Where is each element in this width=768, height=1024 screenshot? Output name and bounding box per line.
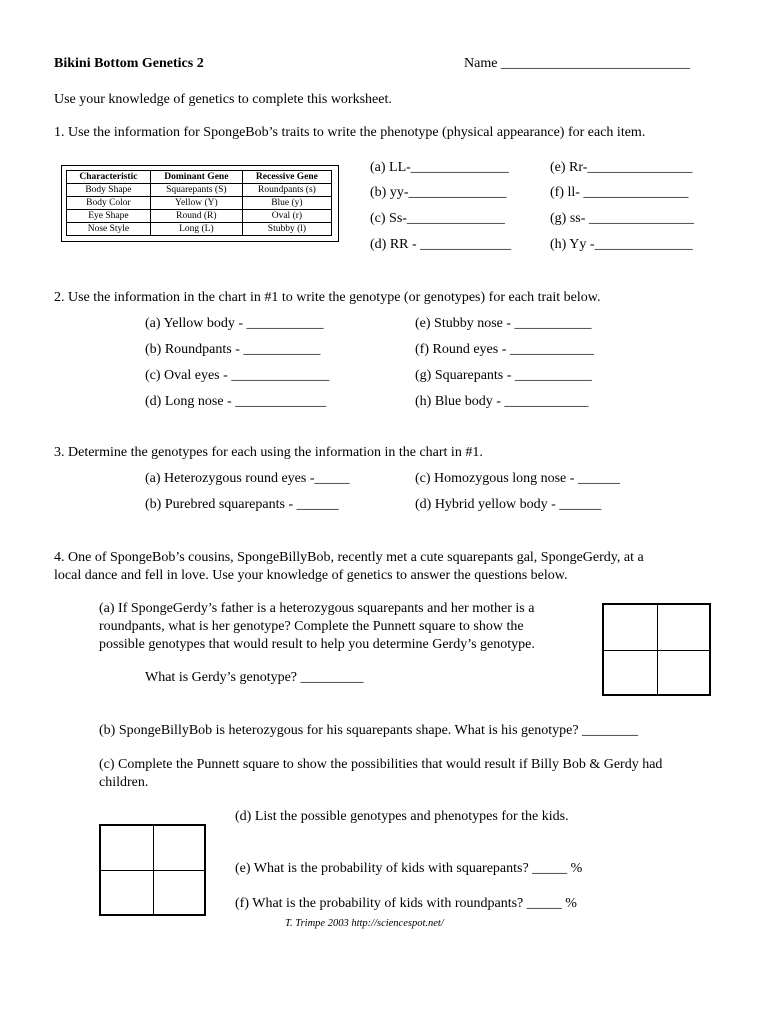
q4-prompt-line1: 4. One of SpongeBob’s cousins, SpongeBillyBob, recently met a cute squarepants gal, SpongeGerdy, at a — [54, 550, 644, 565]
q3-item-d[interactable]: (d) Hybrid yellow body - ______ — [415, 497, 602, 512]
table-cell: Squarepants (S) — [150, 184, 242, 197]
punnett-square-gerdy[interactable] — [602, 603, 711, 696]
q4d-text: (d) List the possible genotypes and phenotypes for the kids. — [235, 809, 569, 824]
q2-item-f[interactable]: (f) Round eyes - ____________ — [415, 342, 594, 357]
q1-item-d[interactable]: (d) RR - _____________ — [370, 237, 512, 252]
table-row — [67, 197, 332, 210]
q4b-text[interactable]: (b) SpongeBillyBob is heterozygous for his squarepants shape. What is his genotype? ________ — [99, 723, 639, 738]
q4c-line2: children. — [99, 775, 149, 790]
traits-table — [66, 170, 332, 236]
q1-item-g[interactable]: (g) ss- _______________ — [550, 211, 694, 226]
table-header: Dominant Gene — [150, 171, 242, 184]
q4-prompt-line2: local dance and fell in love. Use your knowledge of genetics to answer the questions below. — [54, 568, 568, 583]
q2-item-h[interactable]: (h) Blue body - ____________ — [415, 394, 589, 409]
q4a-line2: roundpants, what is her genotype? Complete the Punnett square to show the — [99, 619, 524, 634]
q4f-text[interactable]: (f) What is the probability of kids with roundpants? _____ % — [235, 896, 577, 911]
table-cell: Round (R) — [150, 210, 242, 223]
table-cell: Oval (r) — [242, 210, 331, 223]
q2-item-d[interactable]: (d) Long nose - _____________ — [145, 394, 327, 409]
q2-prompt: 2. Use the information in the chart in #1 to write the genotype (or genotypes) for each trait below. — [54, 290, 601, 305]
table-header: Recessive Gene — [242, 171, 331, 184]
q4a-genotype-question[interactable]: What is Gerdy’s genotype? _________ — [145, 670, 364, 685]
table-cell: Yellow (Y) — [150, 197, 242, 210]
q4a-line1: (a) If SpongeGerdy’s father is a heterozygous squarepants and her mother is a — [99, 601, 535, 616]
worksheet-title: Bikini Bottom Genetics 2 — [54, 56, 204, 71]
grid-divider — [101, 870, 204, 871]
q3-item-b[interactable]: (b) Purebred squarepants - ______ — [145, 497, 339, 512]
table-cell: Body Shape — [67, 184, 151, 197]
q2-item-b[interactable]: (b) Roundpants - ___________ — [145, 342, 321, 357]
q2-item-e[interactable]: (e) Stubby nose - ___________ — [415, 316, 592, 331]
q3-item-c[interactable]: (c) Homozygous long nose - ______ — [415, 471, 620, 486]
table-header: Characteristic — [67, 171, 151, 184]
table-cell: Eye Shape — [67, 210, 151, 223]
q2-item-a[interactable]: (a) Yellow body - ___________ — [145, 316, 324, 331]
q3-prompt: 3. Determine the genotypes for each using the information in the chart in #1. — [54, 445, 483, 460]
q1-prompt: 1. Use the information for SpongeBob’s traits to write the phenotype (physical appearance) for each item. — [54, 125, 646, 140]
q1-item-a[interactable]: (a) LL-______________ — [370, 160, 509, 175]
traits-table-box — [61, 165, 339, 242]
table-cell: Blue (y) — [242, 197, 331, 210]
table-cell: Stubby (l) — [242, 223, 331, 236]
intro-text: Use your knowledge of genetics to complete this worksheet. — [54, 92, 392, 107]
q1-item-b[interactable]: (b) yy-______________ — [370, 185, 507, 200]
q1-item-c[interactable]: (c) Ss-______________ — [370, 211, 505, 226]
q1-item-e[interactable]: (e) Rr-_______________ — [550, 160, 693, 175]
name-field[interactable]: Name ___________________________ — [464, 56, 690, 71]
punnett-square-kids[interactable] — [99, 824, 206, 916]
grid-divider — [604, 650, 709, 651]
q1-item-h[interactable]: (h) Yy -______________ — [550, 237, 693, 252]
table-cell: Nose Style — [67, 223, 151, 236]
table-cell: Roundpants (s) — [242, 184, 331, 197]
table-row — [67, 223, 332, 236]
q3-item-a[interactable]: (a) Heterozygous round eyes -_____ — [145, 471, 350, 486]
q4a-line3: possible genotypes that would result to help you determine Gerdy’s genotype. — [99, 637, 535, 652]
q1-item-f[interactable]: (f) ll- _______________ — [550, 185, 689, 200]
table-cell: Long (L) — [150, 223, 242, 236]
q4e-text[interactable]: (e) What is the probability of kids with squarepants? _____ % — [235, 861, 583, 876]
table-row — [67, 184, 332, 197]
table-cell: Body Color — [67, 197, 151, 210]
q4c-line1: (c) Complete the Punnett square to show the possibilities that would result if Billy Bob & Gerdy had — [99, 757, 663, 772]
table-row — [67, 210, 332, 223]
q2-item-c[interactable]: (c) Oval eyes - ______________ — [145, 368, 330, 383]
q2-item-g[interactable]: (g) Squarepants - ___________ — [415, 368, 592, 383]
footer-credit: T. Trimpe 2003 http://sciencespot.net/ — [285, 918, 444, 929]
